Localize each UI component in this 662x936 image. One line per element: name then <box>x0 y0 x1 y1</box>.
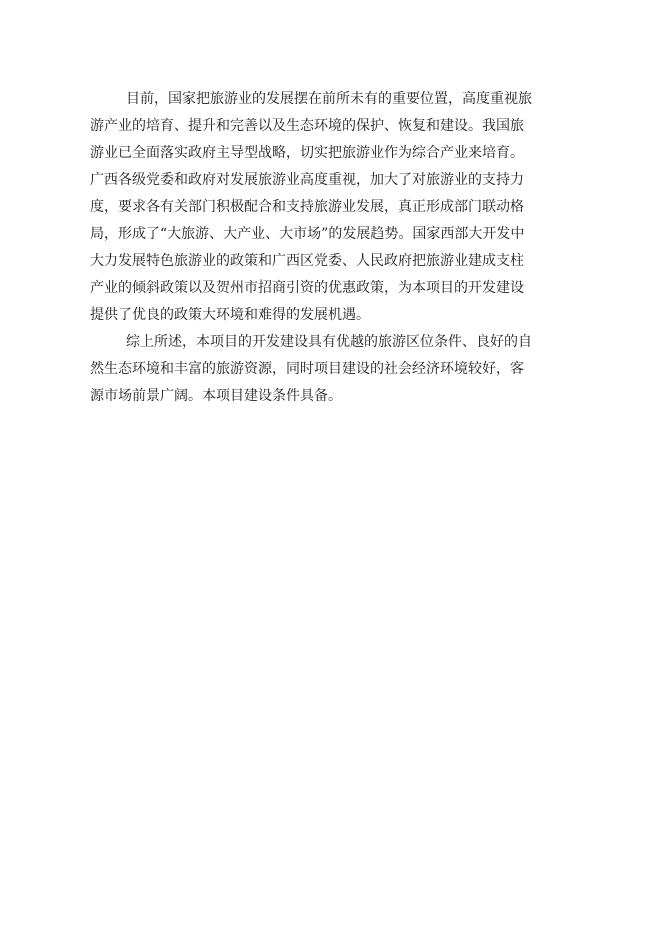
text-line: 大力发展特色旅游业的政策和广西区党委、人民政府把旅游业建成支柱 <box>90 253 524 269</box>
text-line: 游产业的培育、提升和完善以及生态环境的保护、恢复和建设。我国旅 <box>90 118 524 134</box>
text-line: 广西各级党委和政府对发展旅游业高度重视，加大了对旅游业的支持力 <box>90 172 524 188</box>
text-line: 局，形成了“大旅游、大产业、大市场”的发展趋势。国家西部大开发中 <box>90 226 525 242</box>
text-line: 游业已全面落实政府主导型战略，切实把旅游业作为综合产业来培育。 <box>90 145 524 161</box>
text-line: 目前，国家把旅游业的发展摆在前所未有的重要位置，高度重视旅 <box>126 91 532 107</box>
paragraph-policy <box>90 86 580 329</box>
text-line: 源市场前景广阔。本项目建设条件具备。 <box>90 388 342 404</box>
paragraph-summary <box>90 329 580 410</box>
text-line: 综上所述，本项目的开发建设具有优越的旅游区位条件、良好的自 <box>126 334 532 350</box>
text-line: 提供了优良的政策大环境和难得的发展机遇。 <box>90 307 370 323</box>
text-line: 产业的倾斜政策以及贺州市招商引资的优惠政策，为本项目的开发建设 <box>90 280 524 296</box>
text-line: 然生态环境和丰富的旅游资源，同时项目建设的社会经济环境较好，客 <box>90 361 524 377</box>
document-body <box>90 86 580 410</box>
text-line: 度，要求各有关部门积极配合和支持旅游业发展，真正形成部门联动格 <box>90 199 524 215</box>
